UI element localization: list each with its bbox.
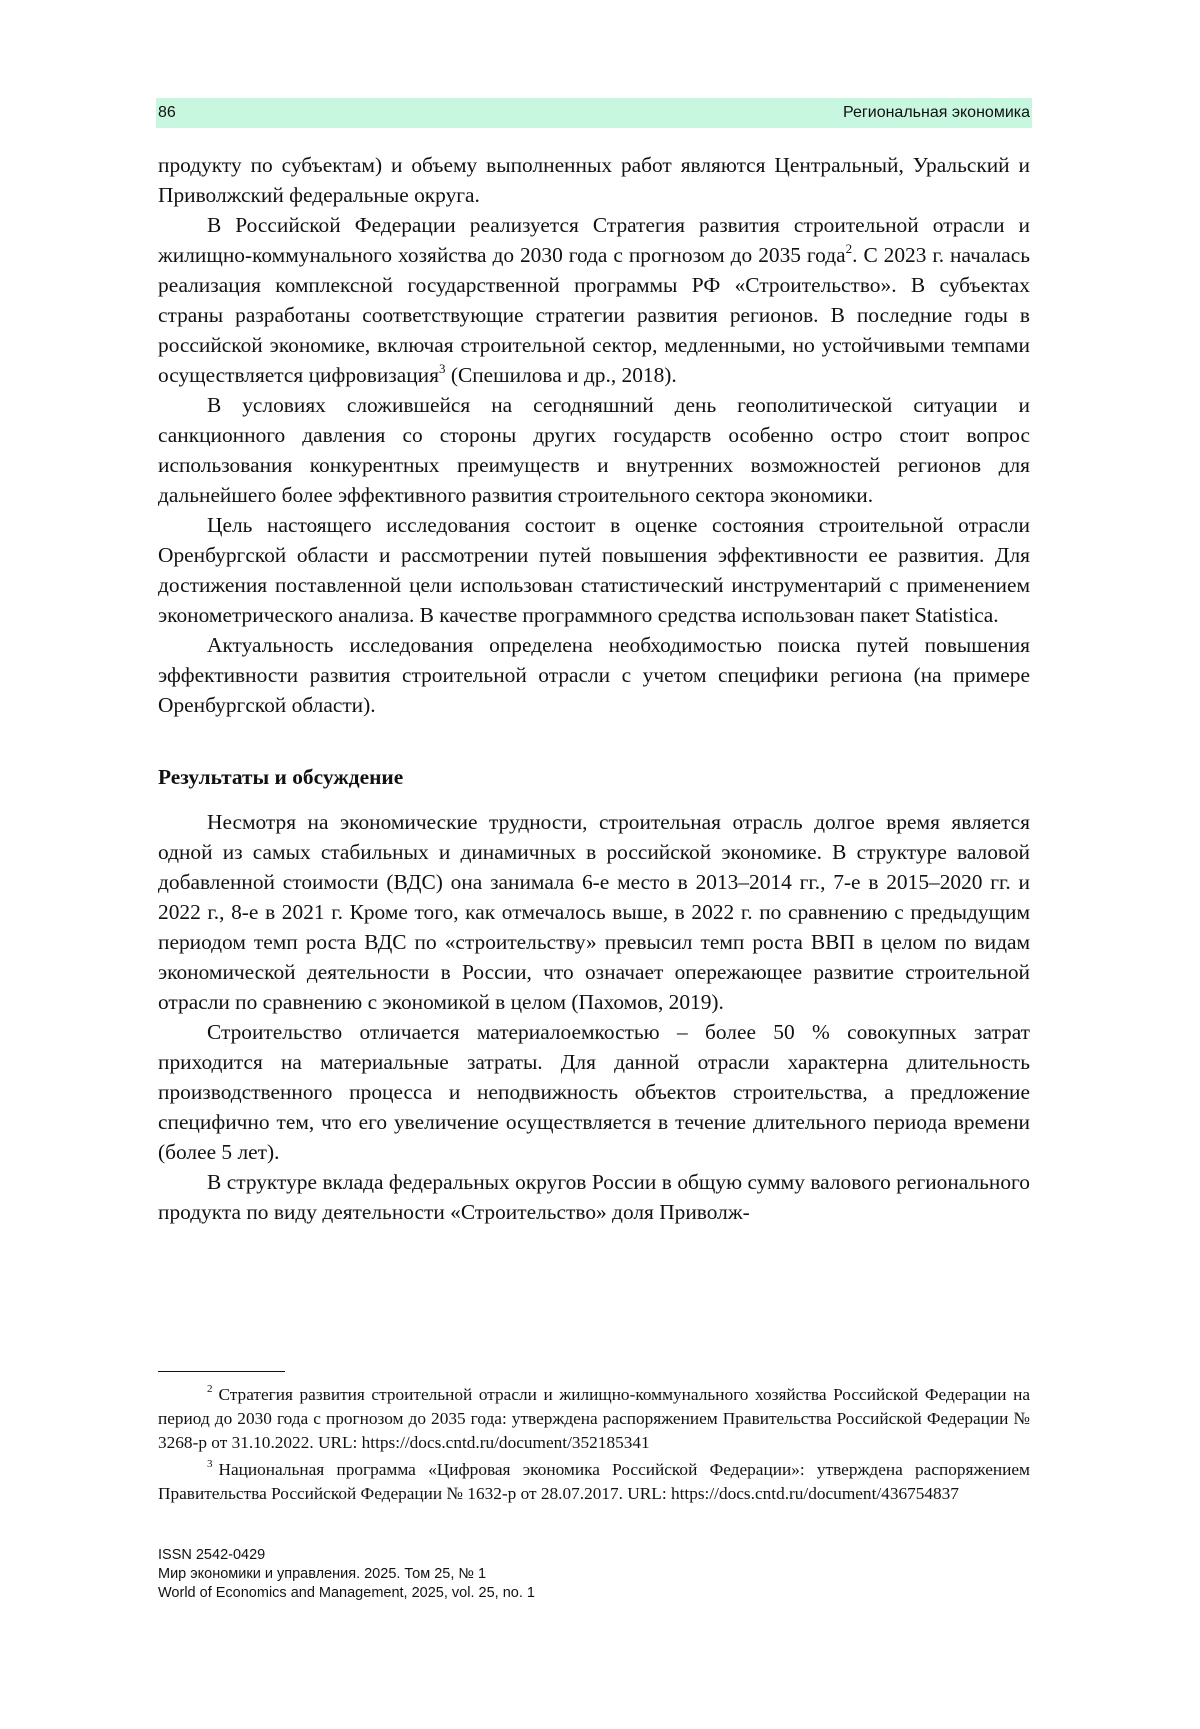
footnote (158, 1458, 1030, 1506)
paragraph: Строительство отличается материалоемкостью – более 50 % совокупных затрат приходится на материальные затраты. Для данной отрасли характерна длительность производственного процесса и неподвижность объектов строительства, а предложение специфично тем, что его увеличение осуществляется в течение длительного периода времени (более 5 лет). (158, 1020, 1030, 1164)
paragraph-text: В Российской Федерации реализуется Стратегия развития строительной отрасли и жилищно-коммунального хозяйства до 2030 года с прогнозом до 2035 года (158, 213, 1030, 267)
footnote-text: Национальная программа «Цифровая экономика Российской Федерации»: утверждена распоряжением Правительства Российской Федерации № 1632-р от 28.07.2017. URL: https://docs.cntd.ru/document/436754837 (158, 1460, 1030, 1503)
footnote-marker: 2 (207, 1383, 213, 1396)
paragraph-text: . С 2023 г. началась реализация комплексной государственной программы РФ «Строительство». В субъектах страны разработаны соответствующие стратегии развития регионов. В последние годы в российской экономике, включая строительной сектор, медленными, но устойчивыми темпами осуществляется цифровизация (158, 243, 1030, 387)
paragraph-text: (Спешилова и др., 2018). (445, 363, 677, 387)
paragraph: В условиях сложившейся на сегодняшний день геополитической ситуации и санкционного давления со стороны других государств особенно остро стоит вопрос использования конкурентных преимуществ и внутренних возможностей регионов для дальнейшего более эффективного развития строительного сектора экономики. (158, 393, 1030, 507)
footnotes (158, 1383, 1030, 1509)
journal-info (158, 1546, 535, 1603)
journal-section: Региональная экономика (843, 104, 1030, 121)
issn: ISSN 2542-0429 (158, 1547, 266, 1563)
paragraph: продукту по субъектам) и объему выполненных работ являются Центральный, Уральский и Приволжский федеральные округа. (158, 153, 1030, 207)
paragraph: Цель настоящего исследования состоит в оценке состояния строительной отрасли Оренбургской области и рассмотрении путей повышения эффективности ее развития. Для достижения поставленной цели использован статистический инструментарий с применением эконометрического анализа. В качестве программного средства использован пакет Statistica. (158, 513, 1030, 627)
footnote-text: Стратегия развития строительной отрасли и жилищно-коммунального хозяйства Российской Федерации на период до 2030 года с прогнозом до 2035 года: утверждена распоряжением Правительства Российской Федерации № 3268-р от 31.10.2022. URL: https://docs.cntd.ru/document/352185341 (158, 1385, 1030, 1452)
journal-title-en: World of Economics and Management, 2025, vol. 25, no. 1 (158, 1585, 535, 1601)
paragraph: Актуальность исследования определена необходимостью поиска путей повышения эффективности развития строительной отрасли с учетом специфики региона (на примере Оренбургской области). (158, 633, 1030, 717)
footnote-divider (158, 1371, 285, 1372)
section-heading: Результаты и обсуждение (158, 765, 404, 789)
footnote-ref[interactable]: 3 (438, 360, 446, 376)
footnote-ref[interactable]: 2 (845, 240, 853, 256)
footnote (158, 1383, 1030, 1455)
running-header (156, 98, 1032, 128)
paragraph (158, 210, 1030, 390)
footnote-marker: 3 (207, 1458, 213, 1471)
page-number: 86 (158, 104, 176, 121)
article-body (158, 150, 1030, 1227)
paragraph: В структуре вклада федеральных округов России в общую сумму валового регионального продукта по виду деятельности «Строительство» доля Приволж- (158, 1170, 1030, 1224)
paragraph: Несмотря на экономические трудности, строительная отрасль долгое время является одной из самых стабильных и динамичных в российской экономике. В структуре валовой добавленной стоимости (ВДС) она занимала 6-е место в 2013–2014 гг., 7-е в 2015–2020 гг. и 2022 г., 8-е в 2021 г. Кроме того, как отмечалось выше, в 2022 г. по сравнению с предыдущим периодом темп роста ВДС по «строительству» превысил темп роста ВВП в целом по видам экономической деятельности в России, что означает опережающее развитие строительной отрасли по сравнению с экономикой в целом (Пахомов, 2019). (158, 810, 1030, 1014)
journal-title-ru: Мир экономики и управления. 2025. Том 25, № 1 (158, 1566, 487, 1582)
